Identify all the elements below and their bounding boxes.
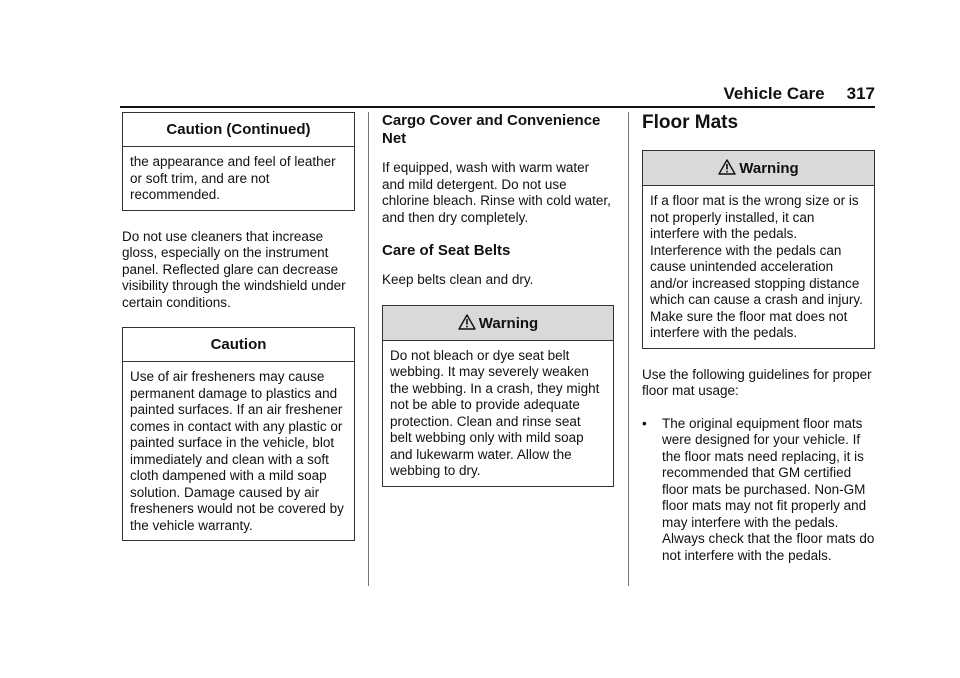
column-divider [368, 112, 369, 586]
warning-triangle-icon [458, 314, 476, 330]
caution-air-freshener-body: Use of air fresheners may cause permanent damage to plastics and painted surfaces. If an air freshener comes in contact with any plastic or painted surface in the vehicle, blot immediately and clean with a soft cloth dampened with a mild soap solution. Damage caused by air fresheners would not be covered by the vehicle warranty. [130, 369, 344, 533]
seat-belts-paragraph: Keep belts clean and dry. [382, 272, 534, 287]
floor-mat-guidelines-paragraph: Use the following guidelines for proper floor mat usage: [642, 366, 872, 398]
cargo-cover-paragraph: If equipped, wash with warm water and mild detergent. Do not use chlorine bleach. Rinse with cold water, and then dry completely. [382, 160, 611, 225]
column-3 [642, 112, 875, 564]
warning-triangle-icon [718, 159, 736, 175]
column-divider [628, 112, 629, 586]
caution-air-freshener-box [122, 327, 355, 541]
page-header [120, 84, 875, 108]
bullet-text: The original equipment floor mats were designed for your vehicle. If the floor mats need replacing, it is recommended that GM certified floor mats be purchased. Non-GM floor mats may not fit properly and may interfere with the pedals. Always check that the floor mats do not interfere with the pedals. [662, 415, 875, 563]
floor-mats-heading: Floor Mats [642, 112, 739, 133]
gloss-cleaner-paragraph: Do not use cleaners that increase gloss, especially on the instrument panel. Reflected glare can decrease visibility through the windshield under certain conditions. [122, 228, 346, 310]
warning-header [643, 151, 874, 186]
bullet-mark: • [642, 415, 647, 431]
caution-continued-box [122, 112, 355, 211]
column-2 [382, 112, 614, 505]
warning-title: Warning [739, 160, 799, 177]
floor-mat-warning-body: If a floor mat is the wrong size or is not properly installed, it can interfere with the pedals. Interference with the pedals can cause unintended acceleration and/or increased stopping distance which can cause a crash and injury. Make sure the floor mat does not interfere with the pedals. [650, 193, 863, 340]
caution-title: Caution [123, 328, 354, 362]
seat-belt-warning-body: Do not bleach or dye seat belt webbing. It may severely weaken the webbing. In a crash, they might not be able to provide adequate protection. Clean and rinse seat belt webbing only with mild soap and lukewarm water. Allow the webbing to dry. [390, 347, 600, 478]
seat-belts-heading: Care of Seat Belts [382, 242, 511, 259]
floor-mat-warning-box [642, 150, 875, 349]
warning-title: Warning [478, 314, 539, 332]
warning-header [383, 306, 613, 341]
section-title: Vehicle Care [723, 84, 825, 103]
cargo-cover-heading: Cargo Cover and Convenience Net [382, 112, 601, 147]
seat-belt-warning-box [382, 305, 614, 487]
list-item [642, 416, 875, 565]
caution-continued-title: Caution (Continued) [123, 113, 354, 147]
column-1 [122, 112, 355, 559]
caution-continued-body: the appearance and feel of leather or soft trim, and are not recommended. [130, 154, 336, 202]
page-number: 317 [846, 84, 875, 103]
